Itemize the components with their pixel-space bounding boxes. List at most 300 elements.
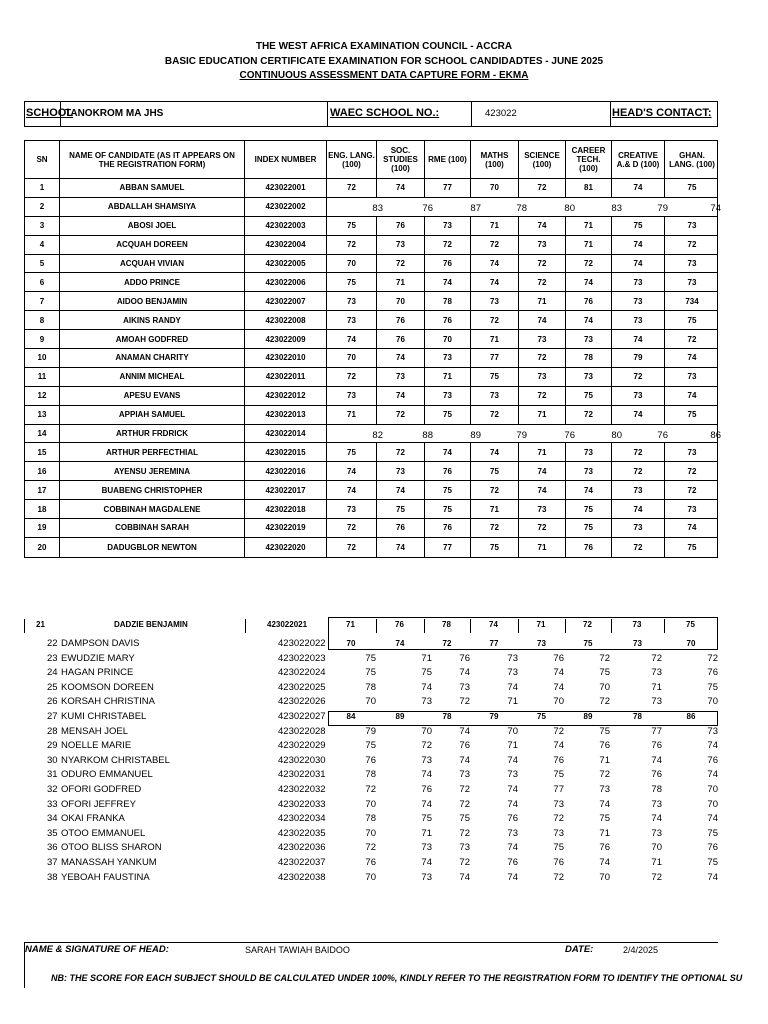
- score-cell: 75: [687, 315, 697, 325]
- score-cell: 73: [687, 504, 697, 514]
- school-info-box: [24, 101, 718, 127]
- score-cell: 74: [519, 217, 566, 235]
- column-header: CREATIVE A.& D (100): [612, 141, 665, 178]
- score-cell: 76: [566, 292, 612, 310]
- score-cell: 74: [707, 769, 718, 781]
- score-cell: 71: [421, 827, 432, 839]
- score-cell: 74: [507, 681, 518, 693]
- score-cell: 71: [471, 500, 519, 518]
- score-cell: 72: [365, 783, 376, 795]
- score-cell: 73: [537, 639, 546, 648]
- sn-cell: 37: [47, 856, 58, 868]
- score-cell: 75: [566, 387, 612, 405]
- score-cell: 89: [470, 429, 481, 441]
- candidate-name: APPIAH SAMUEL: [60, 406, 245, 424]
- sn-cell: 11: [25, 368, 60, 386]
- score-cell: 78: [365, 769, 376, 781]
- score-cell: 72: [553, 725, 564, 737]
- score-cell: 77: [651, 725, 662, 737]
- index-number: 423022036: [278, 842, 326, 854]
- score-cell: 76: [657, 429, 668, 441]
- score-cell: 70: [553, 696, 564, 708]
- score-cell: 73: [425, 349, 471, 367]
- index-number: 423022022: [278, 638, 326, 649]
- score-cell: 73: [553, 827, 564, 839]
- score-cell: 73: [612, 292, 665, 310]
- score-cell: 71: [425, 368, 471, 386]
- score-cell: 71: [519, 406, 566, 424]
- score-cell: 73: [327, 311, 377, 329]
- score-cell: 75: [599, 725, 610, 737]
- sn-cell: 17: [25, 481, 60, 499]
- table-row: [25, 198, 721, 217]
- index-number: 423022033: [278, 798, 326, 810]
- candidate-name: COBBINAH MAGDALENE: [60, 500, 245, 518]
- school-label: SCHOOL: [26, 107, 74, 119]
- index-number: 423022015: [245, 443, 327, 461]
- index-number: 423022020: [245, 538, 327, 557]
- list-item: [0, 652, 768, 667]
- score-cell: 75: [471, 368, 519, 386]
- index-number: 423022007: [245, 292, 327, 310]
- score-cell: 75: [599, 813, 610, 825]
- sn-cell: 21: [36, 620, 45, 629]
- sn-cell: 30: [47, 754, 58, 766]
- score-cell: 75: [421, 813, 432, 825]
- index-number: 423022027: [278, 710, 326, 722]
- candidate-name: ODURO EMMANUEL: [61, 769, 153, 781]
- score-cell: 86: [710, 429, 721, 441]
- score-cell: 76: [459, 652, 470, 664]
- score-cell: 75: [425, 406, 471, 424]
- score-cell: 70: [346, 639, 356, 648]
- score-cell: 72: [687, 334, 697, 344]
- score-cell: 88: [422, 429, 433, 441]
- score-cell: 72: [327, 179, 377, 197]
- score-cell: 75: [686, 620, 695, 629]
- index-number: 423022019: [245, 519, 327, 537]
- sn-cell: 28: [47, 725, 58, 737]
- score-cell: 70: [507, 725, 518, 737]
- sn-cell: 22: [47, 638, 58, 649]
- candidate-name: AIDOO BENJAMIN: [60, 292, 245, 310]
- index-number: 423022018: [245, 500, 327, 518]
- score-cell: 74: [421, 769, 432, 781]
- score-cell: 76: [566, 538, 612, 557]
- score-cell: 73: [421, 754, 432, 766]
- score-cell: 73: [421, 696, 432, 708]
- score-cell: 73: [651, 696, 662, 708]
- table-row: [25, 481, 717, 500]
- score-cell: 73: [377, 462, 425, 480]
- score-cell: 76: [377, 311, 425, 329]
- score-cell: 74: [327, 481, 377, 499]
- score-cell: 73: [519, 500, 566, 518]
- score-cell: 72: [599, 696, 610, 708]
- score-cell: 74: [459, 725, 470, 737]
- score-cell: 74: [471, 255, 519, 273]
- candidate-name: OKAI FRANKA: [61, 813, 125, 825]
- score-cell: 76: [425, 255, 471, 273]
- list-item: [0, 681, 768, 696]
- score-cell: 72: [566, 255, 612, 273]
- score-cell: 77: [489, 639, 499, 648]
- head-contact-label: HEAD'S CONTACT:: [612, 107, 712, 119]
- score-cell: 70: [651, 842, 662, 854]
- score-cell: 71: [519, 292, 566, 310]
- form-title-block: [0, 40, 768, 84]
- index-number: 423022034: [278, 813, 326, 825]
- column-header: MATHS (100): [471, 141, 519, 178]
- score-cell: 72: [612, 462, 665, 480]
- score-cell: 73: [425, 387, 471, 405]
- table-row: [25, 519, 717, 538]
- score-cell: 74: [687, 523, 697, 533]
- sn-cell: 35: [47, 827, 58, 839]
- sn-cell: 5: [25, 255, 60, 273]
- score-cell: 86: [686, 711, 696, 721]
- table-row: [25, 273, 717, 292]
- score-cell: 75: [377, 500, 425, 518]
- score-cell: 75: [327, 273, 377, 291]
- table-row: [25, 311, 717, 330]
- index-number: 423022009: [245, 330, 327, 348]
- candidate-name: ABBAN SAMUEL: [60, 179, 245, 197]
- score-cell: 71: [346, 620, 355, 629]
- score-cell: 72: [471, 406, 519, 424]
- score-cell: 72: [599, 652, 610, 664]
- score-cell: 73: [459, 681, 470, 693]
- score-cell: 72: [519, 519, 566, 537]
- candidate-name: KOOMSON DOREEN: [61, 681, 154, 693]
- candidate-name: AIKINS RANDY: [60, 311, 245, 329]
- score-cell: 75: [471, 462, 519, 480]
- score-cell: 71: [377, 273, 425, 291]
- candidate-name: DADZIE BENJAMIN: [114, 620, 188, 629]
- score-cell: 74: [612, 236, 665, 254]
- score-cell: 76: [365, 754, 376, 766]
- school-name: TANOKROM MA JHS: [65, 108, 164, 119]
- score-cell: 72: [377, 443, 425, 461]
- score-cell: 74: [377, 481, 425, 499]
- score-cell: 72: [612, 443, 665, 461]
- score-cell: 78: [442, 711, 452, 721]
- index-number: 423022026: [278, 696, 326, 708]
- score-cell: 72: [566, 406, 612, 424]
- score-cell: 76: [651, 740, 662, 752]
- score-cell: 74: [599, 798, 610, 810]
- candidate-name: ARTHUR FRDRICK: [60, 425, 245, 443]
- sn-cell: 9: [25, 330, 60, 348]
- score-cell: 71: [507, 740, 518, 752]
- column-header: CAREER TECH. (100): [566, 141, 612, 178]
- sn-cell: 23: [47, 652, 58, 664]
- score-cell: 72: [459, 696, 470, 708]
- sn-cell: 18: [25, 500, 60, 518]
- table-row: [25, 368, 717, 387]
- sn-cell: 16: [25, 462, 60, 480]
- score-cell: 72: [459, 783, 470, 795]
- score-cell: 73: [459, 769, 470, 781]
- score-cell: 74: [553, 667, 564, 679]
- score-cell: 76: [553, 754, 564, 766]
- score-cell: 71: [519, 538, 566, 557]
- index-number: 423022023: [278, 652, 326, 664]
- score-cell: 73: [459, 842, 470, 854]
- index-number: 423022028: [278, 725, 326, 737]
- score-cell: 73: [425, 217, 471, 235]
- sn-cell: 13: [25, 406, 60, 424]
- sn-cell: 14: [25, 425, 60, 443]
- score-cell: 74: [612, 179, 665, 197]
- score-cell: 79: [489, 711, 499, 721]
- list-item: [0, 871, 768, 886]
- score-cell: 70: [365, 827, 376, 839]
- score-cell: 75: [553, 769, 564, 781]
- score-cell: 74: [553, 740, 564, 752]
- score-cell: 74: [507, 871, 518, 883]
- score-cell: 75: [365, 652, 376, 664]
- score-cell: 73: [566, 330, 612, 348]
- score-cell: 74: [471, 443, 519, 461]
- sn-cell: 7: [25, 292, 60, 310]
- candidate-name: ARTHUR PERFECTHIAL: [60, 443, 245, 461]
- table-row: [25, 330, 717, 349]
- table-header: [24, 140, 718, 179]
- index-number: 423022024: [278, 667, 326, 679]
- table-row: [25, 406, 717, 425]
- sn-cell: 34: [47, 813, 58, 825]
- score-cell: 75: [707, 681, 718, 693]
- sn-cell: 1: [25, 179, 60, 197]
- score-cell: 73: [327, 292, 377, 310]
- index-number: 423022001: [245, 179, 327, 197]
- score-cell: 74: [471, 273, 519, 291]
- score-cell: 77: [471, 349, 519, 367]
- score-cell: 74: [421, 681, 432, 693]
- score-cell: 70: [707, 798, 718, 810]
- score-cell: 70: [377, 292, 425, 310]
- candidate-name: NYARKOM CHRISTABEL: [61, 754, 170, 766]
- score-cell: 74: [566, 273, 612, 291]
- score-cell: 734: [685, 296, 699, 306]
- score-cell: 74: [459, 871, 470, 883]
- candidate-name: COBBINAH SARAH: [60, 519, 245, 537]
- score-cell: 72: [421, 740, 432, 752]
- list-item: [0, 725, 768, 740]
- sn-cell: 32: [47, 783, 58, 795]
- score-cell: 74: [425, 443, 471, 461]
- candidate-name: MANASSAH YANKUM: [61, 856, 157, 868]
- score-cell: 74: [710, 202, 721, 214]
- score-cell: 80: [564, 202, 575, 214]
- score-cell: 72: [651, 871, 662, 883]
- score-cell: 72: [327, 538, 377, 557]
- score-cell: 71: [327, 406, 377, 424]
- score-cell: 75: [707, 856, 718, 868]
- score-cell: 72: [519, 387, 566, 405]
- list-item: [0, 798, 768, 813]
- score-cell: 72: [471, 481, 519, 499]
- table-row: [25, 425, 721, 444]
- score-cell: 74: [377, 538, 425, 557]
- score-cell: 72: [327, 236, 377, 254]
- score-cell: 74: [707, 813, 718, 825]
- score-cell: 73: [632, 620, 642, 629]
- index-number: 423022029: [278, 740, 326, 752]
- sn-cell: 15: [25, 443, 60, 461]
- score-cell: 74: [707, 740, 718, 752]
- date-value: 2/4/2025: [623, 945, 659, 955]
- score-cell: 72: [442, 639, 452, 648]
- table-row: [25, 179, 717, 198]
- score-cell: 74: [507, 798, 518, 810]
- title-line-2: BASIC EDUCATION CERTIFICATE EXAMINATION FOR SCHOOL CANDIDADTES - JUNE 2025: [164, 55, 604, 67]
- candidate-name: MENSAH JOEL: [61, 725, 129, 737]
- score-cell: 76: [564, 429, 575, 441]
- score-cell: 76: [425, 311, 471, 329]
- score-cell: 78: [365, 813, 376, 825]
- column-header: SOC. STUDIES (100): [377, 141, 425, 178]
- sn-cell: 20: [25, 538, 60, 557]
- candidate-name: ACQUAH DOREEN: [60, 236, 245, 254]
- list-item: [0, 666, 768, 681]
- score-cell: 79: [516, 429, 527, 441]
- index-number: 423022005: [245, 255, 327, 273]
- score-cell: 74: [377, 349, 425, 367]
- score-cell: 79: [657, 202, 668, 214]
- score-cell: 75: [537, 711, 546, 721]
- score-cell: 89: [395, 711, 405, 721]
- score-cell: 73: [507, 652, 518, 664]
- score-cell: 72: [553, 871, 564, 883]
- index-number: 423022013: [245, 406, 327, 424]
- score-cell: 76: [425, 519, 471, 537]
- date-label: DATE:: [565, 944, 594, 955]
- score-cell: 72: [707, 652, 718, 664]
- score-cell: 72: [687, 466, 697, 476]
- score-cell: 72: [471, 311, 519, 329]
- list-item: [0, 637, 768, 652]
- score-cell: 70: [471, 179, 519, 197]
- candidate-name: KUMI CHRISTABEL: [61, 710, 147, 722]
- score-cell: 87: [470, 202, 481, 214]
- index-number: 423022006: [245, 273, 327, 291]
- score-cell: 72: [651, 652, 662, 664]
- sn-cell: 38: [47, 871, 58, 883]
- score-cell: 70: [365, 871, 376, 883]
- index-number: 423022035: [278, 827, 326, 839]
- score-cell: 72: [612, 538, 665, 557]
- score-cell: 71: [536, 620, 546, 629]
- list-item: [0, 739, 768, 754]
- sn-cell: 31: [47, 769, 58, 781]
- score-cell: 70: [365, 696, 376, 708]
- score-cell: 70: [599, 871, 610, 883]
- score-cell: 72: [365, 842, 376, 854]
- score-cell: 76: [421, 783, 432, 795]
- candidate-name: BUABENG CHRISTOPHER: [60, 481, 245, 499]
- score-cell: 73: [471, 292, 519, 310]
- score-cell: 73: [687, 277, 697, 287]
- sn-cell: 36: [47, 842, 58, 854]
- score-cell: 78: [516, 202, 527, 214]
- score-cell: 74: [566, 311, 612, 329]
- score-cell: 74: [327, 462, 377, 480]
- score-cell: 76: [459, 740, 470, 752]
- score-cell: 72: [327, 519, 377, 537]
- score-cell: 72: [471, 236, 519, 254]
- score-cell: 76: [707, 667, 718, 679]
- index-number: 423022032: [278, 783, 326, 795]
- candidate-name: APESU EVANS: [60, 387, 245, 405]
- score-cell: 74: [612, 406, 665, 424]
- sn-cell: 24: [47, 667, 58, 679]
- head-signature-label: NAME & SIGNATURE OF HEAD:: [25, 944, 169, 955]
- score-cell: 75: [566, 500, 612, 518]
- footer: [24, 942, 743, 988]
- score-cell: 73: [507, 769, 518, 781]
- sn-cell: 29: [47, 740, 58, 752]
- score-cell: 73: [327, 387, 377, 405]
- index-number: 423022037: [278, 856, 326, 868]
- score-cell: 74: [687, 391, 697, 401]
- score-cell: 72: [519, 349, 566, 367]
- sn-cell: 19: [25, 519, 60, 537]
- score-cell: 75: [471, 538, 519, 557]
- score-cell: 75: [365, 740, 376, 752]
- sn-cell: 26: [47, 696, 58, 708]
- score-cell: 74: [395, 639, 405, 648]
- score-cell: 81: [566, 179, 612, 197]
- title-line-1: THE WEST AFRICA EXAMINATION COUNCIL - ACCRA: [255, 41, 513, 52]
- score-cell: 74: [425, 273, 471, 291]
- score-cell: 71: [651, 856, 662, 868]
- list-item: [0, 695, 768, 710]
- score-cell: 74: [459, 667, 470, 679]
- score-cell: 72: [377, 255, 425, 273]
- score-cell: 72: [583, 620, 592, 629]
- score-cell: 75: [707, 827, 718, 839]
- score-cell: 73: [421, 871, 432, 883]
- head-name: SARAH TAWIAH BAIDOO: [245, 945, 350, 955]
- score-cell: 70: [327, 349, 377, 367]
- score-cell: 76: [377, 519, 425, 537]
- score-cell: 71: [651, 681, 662, 693]
- score-cell: 75: [425, 500, 471, 518]
- score-cell: 76: [707, 842, 718, 854]
- score-cell: 73: [612, 481, 665, 499]
- index-number: 423022003: [245, 217, 327, 235]
- score-cell: 74: [421, 798, 432, 810]
- score-cell: 74: [377, 387, 425, 405]
- score-cell: 72: [519, 273, 566, 291]
- candidate-name: ACQUAH VIVIAN: [60, 255, 245, 273]
- score-cell: 72: [377, 406, 425, 424]
- index-number: 423022002: [245, 198, 327, 216]
- score-cell: 73: [519, 330, 566, 348]
- candidate-name: DADUGBLOR NEWTON: [60, 538, 245, 557]
- score-cell: 74: [519, 311, 566, 329]
- score-cell: 70: [707, 696, 718, 708]
- score-cell: 75: [553, 842, 564, 854]
- score-cell: 75: [327, 443, 377, 461]
- score-cell: 73: [519, 236, 566, 254]
- title-line-3: CONTINUOUS ASSESSMENT DATA CAPTURE FORM - EKMA: [239, 70, 529, 81]
- score-cell: 73: [507, 827, 518, 839]
- waec-number: 423022: [485, 108, 517, 119]
- score-cell: 72: [519, 255, 566, 273]
